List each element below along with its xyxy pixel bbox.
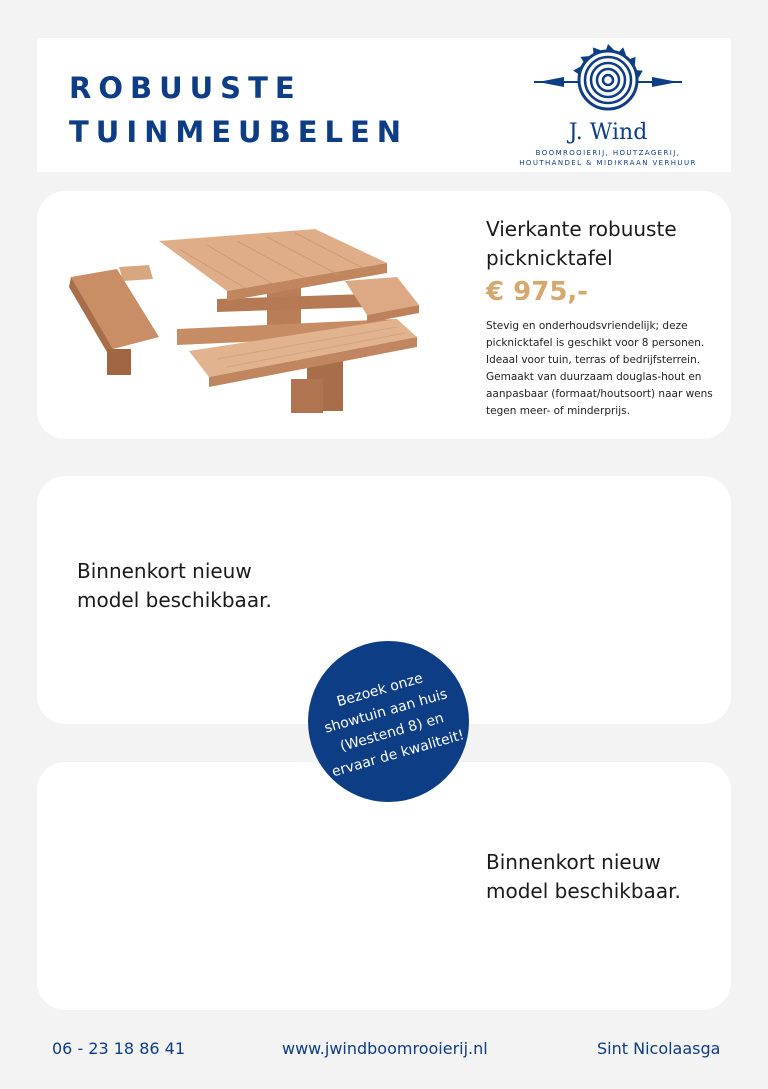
product-name: Vierkante robuuste picknicktafel (486, 217, 677, 270)
product-card (37, 191, 731, 439)
product-price: € 975,- (486, 277, 589, 307)
company-logo (492, 42, 724, 170)
saw-blade-logo-icon (534, 42, 682, 120)
page-title (69, 66, 408, 154)
logo-subtitle (492, 148, 724, 168)
badge-text: Bezoek onze showtuin aan huis (Westend 8) en ervaar de kwaliteit! (322, 669, 466, 780)
logo-name: J. Wind (568, 120, 648, 145)
title-line-1: ROBUUSTE (69, 71, 302, 105)
footer-phone: 06 - 23 18 86 41 (52, 1039, 185, 1058)
coming-soon-text: Binnenkort nieuw model beschikbaar. (77, 559, 272, 612)
picnic-table-image (67, 209, 427, 419)
logo-subtitle-line-2: HOUTHANDEL & MIDIKRAAN VERHUUR (519, 159, 697, 167)
coming-soon-text: Binnenkort nieuw model beschikbaar. (486, 850, 681, 903)
header (37, 38, 731, 172)
logo-subtitle-line-1: BOOMROOIERIJ, HOUTZAGERIJ, (535, 149, 681, 157)
footer-location: Sint Nicolaasga (597, 1039, 721, 1058)
showtuin-badge (308, 641, 469, 802)
product-description: Stevig en onderhoudsvriendelijk; deze picknicktafel is geschikt voor 8 personen. Ideaal voor tuin, terras of bedrijfsterrein. Gemaakt van duurzaam douglas-hout en aanpasbaar (formaat/houtsoort) naar wens tegen meer- of minderprijs. (486, 320, 713, 417)
title-line-2: TUINMEUBELEN (69, 115, 409, 149)
footer-website-link[interactable]: www.jwindboomrooierij.nl (282, 1039, 488, 1058)
